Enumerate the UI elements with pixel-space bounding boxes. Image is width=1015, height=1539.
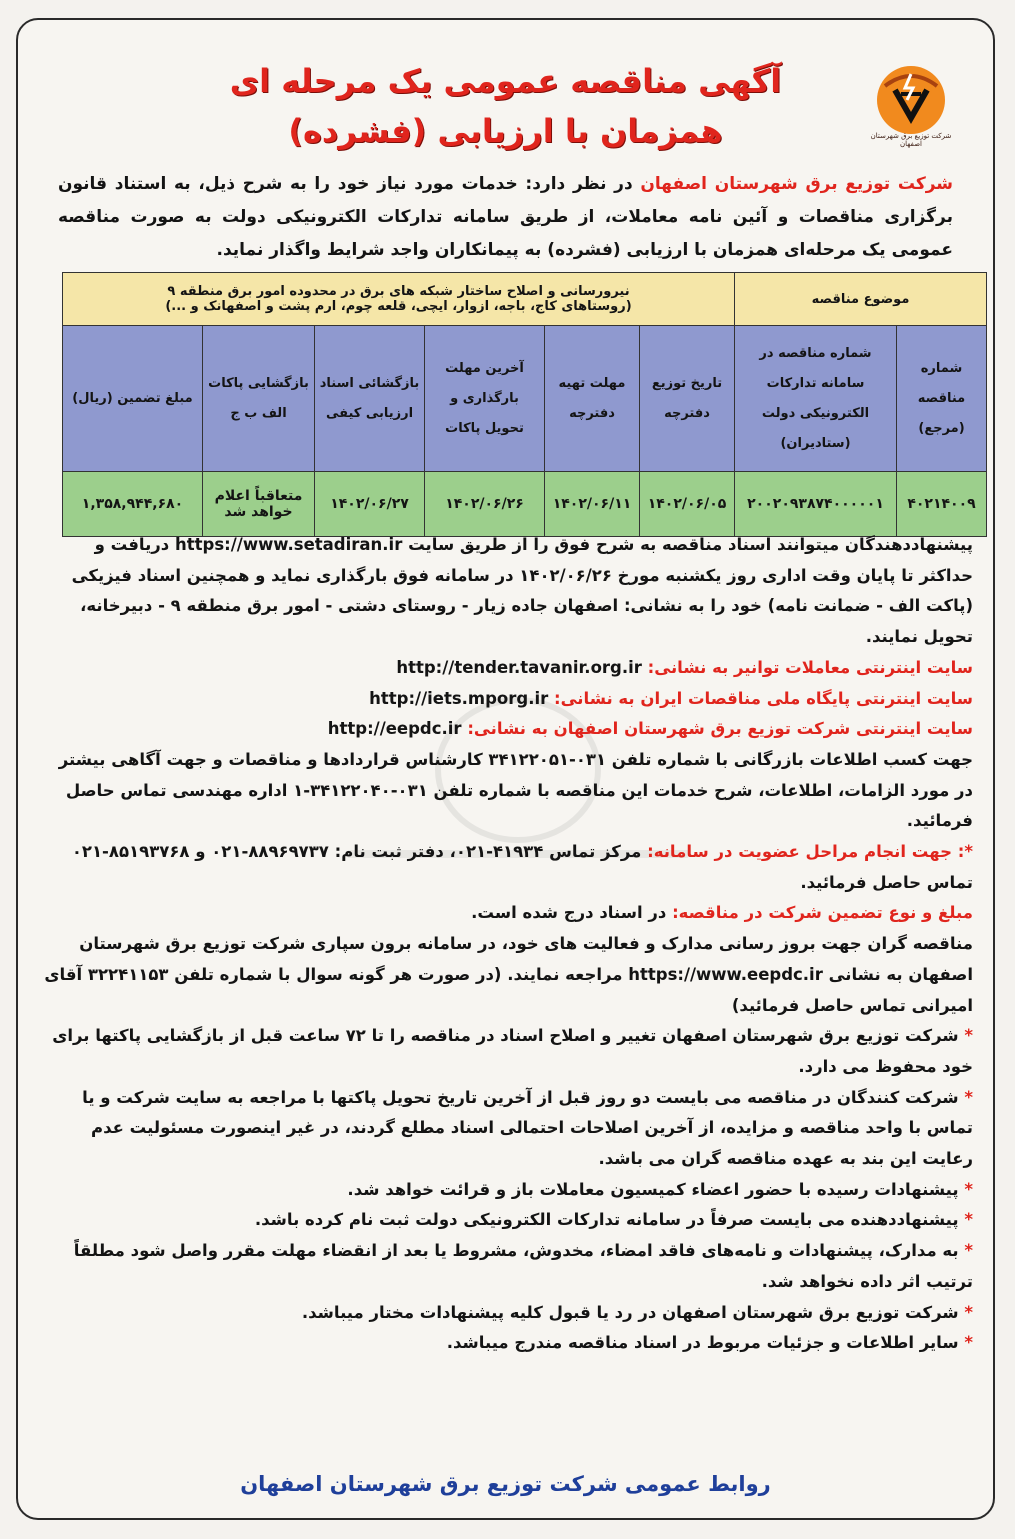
header-cell: تاریخ توزیع دفترچه bbox=[640, 326, 735, 472]
body-text bbox=[38, 530, 973, 1359]
table-cell: ۱۴۰۲/۰۶/۲۶ bbox=[425, 472, 545, 537]
list-item-text: پیشنهادات رسیده با حضور اعضاء کمیسیون معاملات باز و قرائت خواهد شد. bbox=[347, 1179, 959, 1199]
header-cell: بازگشائی اسناد ارزیابی کیفی bbox=[315, 326, 425, 472]
table-cell: ۴۰۲۱۴۰۰۹ bbox=[897, 472, 987, 537]
notice-frame bbox=[16, 18, 995, 1520]
subject-line1: نیرورسانی و اصلاح ساختار شبکه های برق در محدوده امور برق منطقه ۹ bbox=[167, 284, 630, 299]
header-cell: مبلغ تضمین (ریال) bbox=[63, 326, 203, 472]
subject-cell bbox=[63, 273, 735, 326]
list-item-text: به مدارک، پیشنهادات و نامه‌های فاقد امضاء، مخدوش، مشروط یا بعد از انقضاء مهلت مقرر واصل شود مطلقاً ترتیب اثر داده نخواهد شد. bbox=[73, 1241, 973, 1291]
documents-paragraph: پیشنهاددهندگان میتوانند اسناد مناقصه به شرح فوق را از طریق سایت https://www.setadiran.ir دریافت و حداکثر تا پایان وقت اداری روز یکشنبه مورخ ۱۴۰۲/۰۶/۲۶ در سامانه فوق بارگذاری نماید و همچنین اسناد فیزیکی (پاکت الف - ضمانت نامه) خود را به نشانی: اصفهان جاده زیار - روستای دشتی - امور برق منطقه ۹ - دبیرخانه، تحویل نمایند. bbox=[71, 535, 973, 647]
site1-line bbox=[38, 653, 973, 684]
site1-link[interactable]: http://tender.tavanir.org.ir bbox=[396, 657, 642, 677]
site2-link[interactable]: http://iets.mporg.ir bbox=[369, 688, 549, 708]
list-item: * پیشنهادات رسیده با حضور اعضاء کمیسیون معاملات باز و قرائت خواهد شد. bbox=[347, 1179, 973, 1199]
subject-label: موضوع مناقصه bbox=[735, 273, 987, 326]
logo-caption: شرکت توزیع برق شهرستان اصفهان bbox=[870, 132, 952, 148]
notice-title: آگهی مناقصه عمومی یک مرحله ای bbox=[229, 62, 782, 100]
tender-table bbox=[62, 272, 987, 537]
intro-text: در نظر دارد: خدمات مورد نیاز خود را به شرح ذیل، به استناد قانون برگزاری مناقصات و آئین نامه معاملات، از طریق سامانه تدارکات الکترونیکی دولت به صورت مناقصه عمومی یک مرحله‌ای همزمان با ارزیابی (فشرده) به پیمانکاران واجد شرایط واگذار نماید. bbox=[58, 174, 953, 260]
subject-line2: (روستاهای کاج، باجه، ازوار، ایچی، قلعه چوم، ارم پشت و اصفهانک و ...) bbox=[165, 299, 632, 314]
table-cell: ۱۴۰۲/۰۶/۲۷ bbox=[315, 472, 425, 537]
guarantee-label: مبلغ و نوع تضمین شرکت در مناقصه: bbox=[672, 903, 973, 923]
table-cell: ۱,۳۵۸,۹۴۴,۶۸۰ bbox=[63, 472, 203, 537]
footer-signature: روابط عمومی شرکت توزیع برق شهرستان اصفهان bbox=[240, 1472, 771, 1496]
guarantee-paragraph bbox=[38, 898, 973, 929]
list-item-text: شرکت کنندگان در مناقصه می بایست دو روز قبل از آخرین تاریخ تحویل پاکتها با مراجعه به سایت شرکت و یا تماس با واحد مناقصه و مزایده، از آخرین اصلاحات احتمالی اسناد مطلع گردند، در غیر اینصورت مسئولیت عدم رعایت این بند به عهده مناقصه گران می باشد. bbox=[82, 1087, 973, 1169]
guarantee-text: در اسناد درج شده است. bbox=[471, 903, 673, 923]
contact-paragraph: جهت کسب اطلاعات بازرگانی با شماره تلفن ۰۳۱-۳۴۱۲۲۰۵۱ کارشناس قراردادها و مناقصات و جهت آگاهی بیشتر در مورد الزامات، اطلاعات، شرح خدمات این مناقصه با شماره تلفن ۰۳۱-۳۴۱۲۲۰۴۰-۱ اداره مهندسی تماس حاصل فرمائید. bbox=[58, 749, 973, 831]
list-item: * سایر اطلاعات و جزئیات مربوط در اسناد مناقصه مندرج میباشد. bbox=[446, 1333, 973, 1353]
header-cell: شماره مناقصه (مرجع) bbox=[897, 326, 987, 472]
site1-label: سایت اینترنتی معاملات توانیر به نشانی: bbox=[647, 657, 973, 677]
update-paragraph: مناقصه گران جهت بروز رسانی مدارک و فعالیت های خود، در سامانه برون سپاری شرکت توزیع برق شهرستان اصفهان به نشانی https://www.eepdc.ir مراجعه نمایند. (در صورت هر گونه سوال با شماره تلفن ۳۲۲۴۱۱۵۳ آقای امیرانی تماس حاصل فرمائید) bbox=[44, 934, 973, 1015]
header-cell: مهلت تهیه دفترچه bbox=[545, 326, 640, 472]
notice-subtitle: همزمان با ارزیابی (فشرده) bbox=[288, 112, 723, 150]
table-cell: متعاقباً اعلام خواهد شد bbox=[203, 472, 315, 537]
header-cell: شماره مناقصه در سامانه تدارکات الکترونیکی دولت (ستادیران) bbox=[735, 326, 897, 472]
list-item-text: پیشنهاددهنده می بایست صرفاً در سامانه تدارکات الکترونیکی دولت ثبت نام کرده باشد. bbox=[254, 1210, 959, 1230]
site2-line bbox=[38, 684, 973, 715]
site3-link[interactable]: http://eepdc.ir bbox=[327, 719, 462, 739]
registration-text: مرکز تماس ۴۱۹۳۴-۰۲۱، دفتر ثبت نام: ۸۸۹۶۹۷۳۷-۰۲۱ و ۸۵۱۹۳۷۶۸-۰۲۱ تماس حاصل فرمائید. bbox=[71, 842, 973, 892]
site3-label: سایت اینترنتی شرکت توزیع برق شهرستان اصفهان به نشانی: bbox=[467, 719, 973, 739]
list-item-text: سایر اطلاعات و جزئیات مربوط در اسناد مناقصه مندرج میباشد. bbox=[446, 1333, 959, 1353]
list-item-text: شرکت توزیع برق شهرستان اصفهان در رد یا قبول کلیه پیشنهادات مختار میباشد. bbox=[301, 1302, 959, 1322]
table-row bbox=[63, 472, 987, 537]
site3-line bbox=[38, 714, 973, 745]
intro-paragraph bbox=[58, 168, 953, 267]
registration-paragraph bbox=[38, 837, 973, 898]
header-cell: آخرین مهلت بارگذاری و تحویل پاکات bbox=[425, 326, 545, 472]
list-item-text: شرکت توزیع برق شهرستان اصفهان تغییر و اصلاح اسناد در مناقصه را تا ۷۲ ساعت قبل از بازگشایی پاکتها برای خود محفوظ می دارد. bbox=[52, 1026, 973, 1076]
header-cell: بازگشایی پاکات الف ب ج bbox=[203, 326, 315, 472]
list-item: * شرکت توزیع برق شهرستان اصفهان تغییر و اصلاح اسناد در مناقصه را تا ۷۲ ساعت قبل از بازگشایی پاکتها برای خود محفوظ می دارد. bbox=[52, 1026, 973, 1076]
list-item: * شرکت کنندگان در مناقصه می بایست دو روز قبل از آخرین تاریخ تحویل پاکتها با مراجعه به سایت شرکت و یا تماس با واحد مناقصه و مزایده، از آخرین اصلاحات احتمالی اسناد مطلع گردند، در غیر اینصورت مسئولیت عدم رعایت این بند به عهده مناقصه گران می باشد. bbox=[82, 1087, 973, 1169]
list-item: * شرکت توزیع برق شهرستان اصفهان در رد یا قبول کلیه پیشنهادات مختار میباشد. bbox=[301, 1302, 973, 1322]
company-name: شرکت توزیع برق شهرستان اصفهان bbox=[640, 174, 953, 194]
registration-label: *: جهت انجام مراحل عضویت در سامانه: bbox=[647, 842, 973, 862]
table-cell: ۱۴۰۲/۰۶/۱۱ bbox=[545, 472, 640, 537]
site2-label: سایت اینترنتی پایگاه ملی مناقصات ایران به نشانی: bbox=[554, 688, 973, 708]
table-cell: ۲۰۰۲۰۹۳۸۷۴۰۰۰۰۰۱ bbox=[735, 472, 897, 537]
list-item: * به مدارک، پیشنهادات و نامه‌های فاقد امضاء، مخدوش، مشروط یا بعد از انقضاء مهلت مقرر واصل شود مطلقاً ترتیب اثر داده نخواهد شد. bbox=[73, 1241, 973, 1291]
table-cell: ۱۴۰۲/۰۶/۰۵ bbox=[640, 472, 735, 537]
company-logo-icon bbox=[871, 60, 951, 140]
list-item: * پیشنهاددهنده می بایست صرفاً در سامانه تدارکات الکترونیکی دولت ثبت نام کرده باشد. bbox=[254, 1210, 973, 1230]
